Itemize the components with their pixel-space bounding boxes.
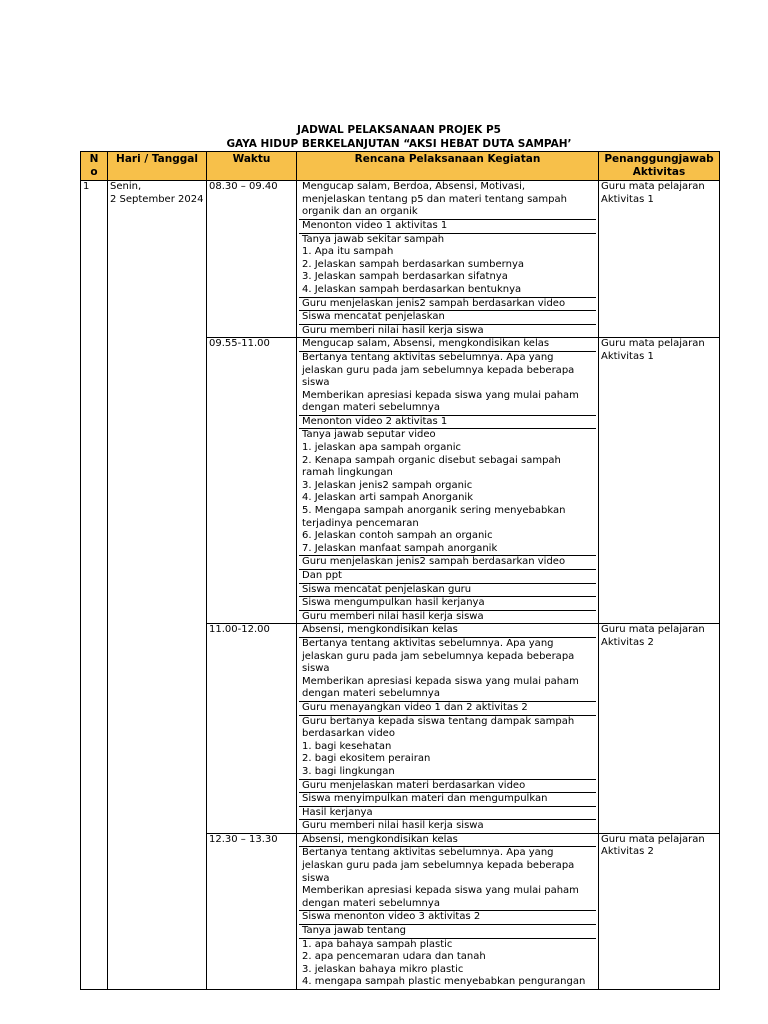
plan-step: Siswa menonton video 3 aktivitas 2 [299,911,596,925]
table-header-row [81,152,720,181]
plan-step: Siswa mencatat penjelaskan guru [299,584,596,598]
session-time: 08.30 – 09.40 [207,181,297,338]
plan-step: Menonton video 2 aktivitas 1 [299,416,596,430]
document-title: JADWAL PELAKSANAAN PROJEK P5 [297,124,501,136]
session-plan [297,181,599,338]
plan-step: Absensi, mengkondisikan kelas [299,834,596,848]
session-plan [297,338,599,624]
header-day: Hari / Tanggal [108,152,207,181]
session-plan [297,624,599,834]
header-plan: Rencana Pelaksanaan Kegiatan [297,152,599,181]
session-responsible: Guru mata pelajaran Aktivitas 1 [599,338,720,624]
header-time: Waktu [207,152,297,181]
plan-step: Tanya jawab sekitar sampah 1. Apa itu sampah 2. Jelaskan sampah berdasarkan sumbernya 3. Jelaskan sampah berdasarkan sifatnya 4. Jelaskan sampah berdasarkan bentuknya [299,234,596,298]
plan-step: 1. apa bahaya sampah plastic 2. apa pencemaran udara dan tanah 3. jelaskan bahaya mikro plastic 4. mengapa sampah plastic menyebabkan pengurangan [302,938,586,988]
plan-step: Mengucap salam, Berdoa, Absensi, Motivasi, menjelaskan tentang p5 dan materi tentang sampah organik dan an organik [299,181,596,220]
document-title-block [0,124,768,151]
plan-step: Siswa mengumpulkan hasil kerjanya [299,597,596,611]
plan-step: Guru bertanya kepada siswa tentang dampak sampah berdasarkan video 1. bagi kesehatan 2. bagi ekositem perairan 3. bagi lingkungan [299,716,596,780]
plan-step: Bertanya tentang aktivitas sebelumnya. Apa yang jelaskan guru pada jam sebelumnya kepada beberapa siswa Memberikan apresiasi kepada siswa yang mulai paham dengan materi sebelumnya [299,847,596,911]
plan-step: Siswa mencatat penjelaskan [299,311,596,325]
plan-step: Mengucap salam, Absensi, mengkondisikan kelas [299,338,596,352]
plan-step: Guru menayangkan video 1 dan 2 aktivitas 2 [299,702,596,716]
plan-step: Siswa menyimpulkan materi dan mengumpulkan [299,793,596,807]
plan-step: Guru memberi nilai hasil kerja siswa [302,820,484,832]
session-responsible: Guru mata pelajaran Aktivitas 2 [599,833,720,989]
session-time: 09.55-11.00 [207,338,297,624]
header-no: N o [81,152,108,181]
plan-step: Hasil kerjanya [299,807,596,821]
session-responsible: Guru mata pelajaran Aktivitas 1 [599,181,720,338]
schedule-table [80,151,720,990]
document-subtitle: GAYA HIDUP BERKELANJUTAN “AKSI HEBAT DUTA SAMPAH’ [226,137,572,150]
day-date: Senin, 2 September 2024 [108,181,207,990]
plan-step: Bertanya tentang aktivitas sebelumnya. Apa yang jelaskan guru pada jam sebelumnya kepada beberapa siswa Memberikan apresiasi kepada siswa yang mulai paham dengan materi sebelumnya [299,638,596,702]
plan-step: Dan ppt [299,570,596,584]
plan-step: Absensi, mengkondisikan kelas [299,624,596,638]
session-plan [297,833,599,989]
plan-step: Guru menjelaskan jenis2 sampah berdasarkan video [299,298,596,312]
session-time: 11.00-12.00 [207,624,297,834]
session-responsible: Guru mata pelajaran Aktivitas 2 [599,624,720,834]
plan-step: Guru menjelaskan jenis2 sampah berdasarkan video [299,556,596,570]
plan-step: Menonton video 1 aktivitas 1 [299,220,596,234]
session-time: 12.30 – 13.30 [207,833,297,989]
plan-step: Tanya jawab tentang [299,925,596,939]
plan-step: Guru memberi nilai hasil kerja siswa [302,324,484,336]
header-responsible: Penanggungjawab Aktivitas [599,152,720,181]
schedule-body [81,181,720,990]
plan-step: Bertanya tentang aktivitas sebelumnya. Apa yang jelaskan guru pada jam sebelumnya kepada beberapa siswa Memberikan apresiasi kepada siswa yang mulai paham dengan materi sebelumnya [299,352,596,416]
table-row [81,181,720,338]
plan-step: Tanya jawab seputar video 1. jelaskan apa sampah organic 2. Kenapa sampah organic disebut sebagai sampah ramah lingkungan 3. Jelaskan jenis2 sampah organic 4. Jelaskan arti sampah Anorganik 5. Mengapa sampah anorganik sering menyebabkan terjadinya pencemaran 6. Jelaskan contoh sampah an organic 7. Jelaskan manfaat sampah anorganik [299,429,596,556]
plan-step: Guru menjelaskan materi berdasarkan video [299,780,596,794]
row-number: 1 [81,181,108,990]
plan-step: Guru memberi nilai hasil kerja siswa [302,610,484,622]
